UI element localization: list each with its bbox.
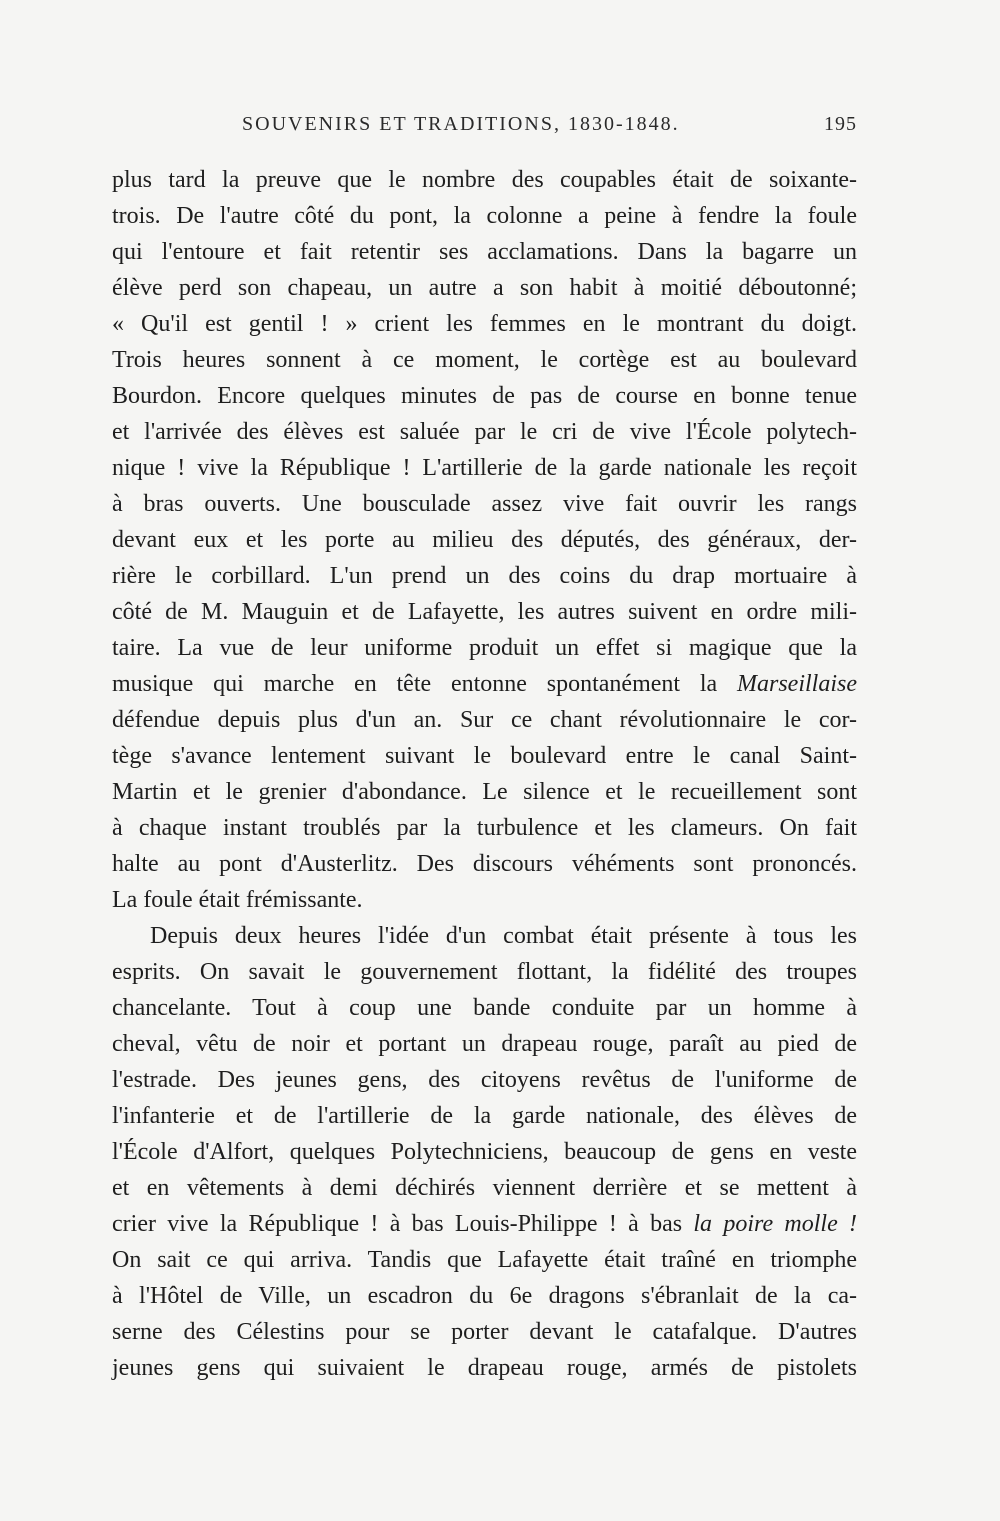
text-line: taire. La vue de leur uniforme produit un effet si magique que la [112,635,857,661]
text-line: serne des Célestins pour se porter devant le catafalque. D'autres [112,1319,857,1345]
paragraph-2 [112,918,857,1386]
text-line: Trois heures sonnent à ce moment, le cortège est au boulevard [112,347,857,373]
text-line: Depuis deux heures l'idée d'un combat était présente à tous les [150,923,857,949]
text-line-with-italic [112,1206,857,1242]
italic-phrase: la poire molle ! [693,1211,858,1237]
text-line: à l'Hôtel de Ville, un escadron du 6e dragons s'ébranlait de la ca- [112,1283,857,1309]
text-line: plus tard la preuve que le nombre des coupables était de soixante- [112,167,857,193]
text-line: devant eux et les porte au milieu des députés, des généraux, der- [112,527,857,553]
text-line: à chaque instant troublés par la turbulence et les clameurs. On fait [112,815,857,841]
text-line: l'infanterie et de l'artillerie de la garde nationale, des élèves de [112,1103,857,1129]
text-line: élève perd son chapeau, un autre a son habit à moitié déboutonné; [112,275,857,301]
text-line: esprits. On savait le gouvernement flottant, la fidélité des troupes [112,959,857,985]
text-line: La foule était frémissante. [112,887,363,913]
text-line: Bourdon. Encore quelques minutes de pas de course en bonne tenue [112,383,857,409]
text-line: nique ! vive la République ! L'artillerie de la garde nationale les reçoit [112,455,857,481]
text-line: l'estrade. Des jeunes gens, des citoyens revêtus de l'uniforme de [112,1067,857,1093]
text-line-with-italic [112,666,857,702]
text-line: et en vêtements à demi déchirés viennent derrière et se mettent à [112,1175,857,1201]
text-line: qui l'entoure et fait retentir ses acclamations. Dans la bagarre un [112,239,857,265]
text-line: halte au pont d'Austerlitz. Des discours véhéments sont prononcés. [112,851,857,877]
text-line: rière le corbillard. L'un prend un des coins du drap mortuaire à [112,563,857,589]
text-line: « Qu'il est gentil ! » crient les femmes en le montrant du doigt. [112,311,857,337]
paragraph-1 [112,162,857,918]
page-number: 195 [824,113,857,135]
text-line: côté de M. Mauguin et de Lafayette, les autres suivent en ordre mili- [112,599,857,625]
text-line: cheval, vêtu de noir et portant un drapeau rouge, paraît au pied de [112,1031,857,1057]
text-line: l'École d'Alfort, quelques Polytechniciens, beaucoup de gens en veste [112,1139,857,1165]
text-line: tège s'avance lentement suivant le boulevard entre le canal Saint- [112,743,857,769]
text-line: à bras ouverts. Une bousculade assez vive fait ouvrir les rangs [112,491,857,517]
text-line: On sait ce qui arriva. Tandis que Lafayette était traîné en triomphe [112,1247,857,1273]
page-header [112,113,857,143]
text-line: chancelante. Tout à coup une bande conduite par un homme à [112,995,857,1021]
italic-word: Marseillaise [737,671,857,697]
text-segment: crier vive la République ! à bas Louis-Philippe ! à bas [112,1211,694,1237]
text-segment: musique qui marche en tête entonne spontanément la [112,671,737,697]
running-title: SOUVENIRS ET TRADITIONS, 1830-1848. [242,113,680,135]
text-line: trois. De l'autre côté du pont, la colonne a peine à fendre la foule [112,203,857,229]
text-line: jeunes gens qui suivaient le drapeau rouge, armés de pistolets [112,1355,857,1381]
text-line: Martin et le grenier d'abondance. Le silence et le recueillement sont [112,779,857,805]
text-line: et l'arrivée des élèves est saluée par le cri de vive l'École polytech- [112,419,857,445]
text-body [112,162,857,1386]
text-line: défendue depuis plus d'un an. Sur ce chant révolutionnaire le cor- [112,707,857,733]
